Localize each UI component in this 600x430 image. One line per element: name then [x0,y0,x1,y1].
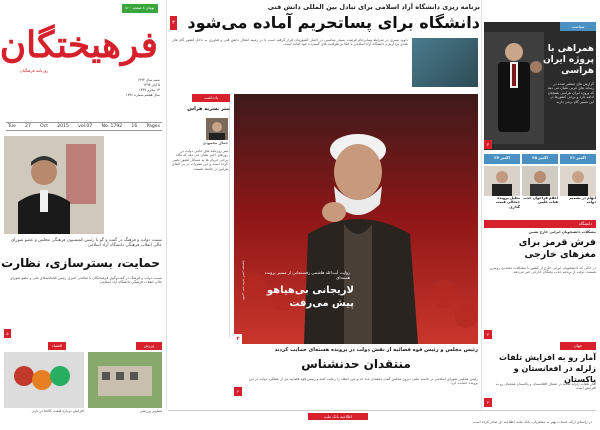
right-mid-story-kicker: مشکلات دانشجویان ایرانی خارج نشین [528,230,596,234]
right-mid-people [484,166,596,218]
left-main-caption: نسبت دولت و فرهنگ در گفت و گو با رئیس کمیسیون فرهنگی مجلس و عضو شورای عالی انقلاب فرهنگی دانشگاه آزاد اسلامی [10,238,162,249]
opinion-author: جمال محمودی [202,141,228,145]
bottom-left-tag-b: ورزش [136,342,162,350]
bottom-strip [168,410,596,428]
building-figure [88,352,162,408]
column-rule [166,0,167,410]
opinion-body: تیتر روزنامه های حامی دولت در روزهای اخیر نشان می دهد که نگاه برخی جریان ها به مسائل کشور تغییر کرده است و این نشریات در پی القای هراس در جامعه هستند. [172,149,228,171]
right-bottom-body: آمار تلفات زلزله شدید در شمال افغانستان و پاکستان همچنان رو به افزایش است [495,382,596,391]
masthead [0,4,163,132]
top-story-page-num: ۳ [170,16,177,30]
right-mid-story-body: در حالی که دانشجویان ایرانی خارج از کشور با مشکلات متعددی روبه‌رو هستند، دولت از برنامه جذب نخبگان خارجی خبر می‌دهد. [490,266,596,275]
top-story-photo [412,38,478,87]
bottom-strip-label: اطلاعیه بانک ملت [308,413,368,420]
masthead-logo: فرهیختگان [0,24,158,66]
left-main-page-num: ۵ [4,329,11,338]
right-feature-body: گزارش های منتشر شده در رسانه های غربی نشان می دهد که پروژه ایران هراسی همچنان ادامه دارد و برخی کشورها در این مسیر گام برمی دارند [547,82,594,104]
right-mid-story-page-num: ۳ [484,330,492,339]
bottom-strip-body: در راستای ارائه خدمات بهتر به مشتریان، بانک ملت اطلاعیه ای صادر کرده است [473,420,592,424]
opinion-author-photo [206,118,228,140]
center-story-headline: منتقدان حدنشناس [301,357,411,371]
person-photo [522,166,558,196]
center-story-kicker: رئیس مجلس و رئیس قوه قضائیه از نقش دولت در پرونده هسته‌ای حمایت کردند [274,347,478,353]
left-main-body: نسبت دولت و فرهنگ در گفت‌وگوی فرهیختگان با صالحی امیری رئیس کتابخانه‌های ملی و عضو شورای عالی انقلاب فرهنگی دانشگاه آزاد اسلامی [9,276,162,285]
person-card [522,166,558,218]
top-story-kicker: برنامه ریزی دانشگاه آزاد اسلامی برای تبادل بین المللی دانش فنی [267,3,480,11]
date-year: 2015 [57,124,69,129]
portrait-man-figure [4,136,104,234]
date-label: ۲۵ اکتبر [522,154,558,164]
date-no: No. 1792 [101,124,123,129]
bottom-left-photo-b [88,352,162,408]
right-bottom-title: آمار رو به افزایش تلفات زلزله در افغانستان و پاکستان [499,353,596,384]
produce-figure [4,352,84,408]
right-mid-story-tag: دانشگاه [484,220,596,228]
opinion-title: تیتر نشریه هراس [187,106,230,112]
date-month: Oct [40,124,49,129]
right-feature-page-num: ۳ [484,140,492,149]
author-avatar [206,118,228,140]
center-story-page-num: ۳ [234,387,242,396]
masthead-subtitle: روزنامه فرهنگیان [19,68,49,73]
issue-line: ۵ آبان ۱۳۹۴ [143,83,160,87]
top-story-headline: دانشگاه برای پساتحریم آماده می‌شود [187,13,480,32]
date-pages: Pages [146,124,160,129]
right-mid-strip [484,154,596,164]
bottom-left-caption-a: افزایش دوباره قیمت کالاها در بازار [31,409,84,413]
date-pages-num: 16 [131,124,138,129]
center-photo-kicker: روایت آیت‌الله هاشمی رفسنجانی از مسیر پرونده هسته‌ای [264,270,350,281]
bottom-left-caption-b: تصاویر ورزشی [139,409,162,413]
person-photo [484,166,520,196]
center-photo-credit: عکس: سید محمد حسن موسوی [242,260,246,301]
top-story-body: داوود تسری در شرایط پسابرجام فرصت بسیار مناسبی در اختیار کشورمان قرار گرفته است تا در زمینه انتقال دانش فنی و فناوری به داخل کشور گام های بلندی برداریم و دانشگاه آزاد اسلامی با اتکا بر ظرفیت های گسترده خود آماده است. [172,38,408,47]
person-photo [560,166,596,196]
left-main-headline: حمایت، بسترسازی، نظارت [1,256,160,270]
center-story-body: رئیس مجلس شورای اسلامی در جلسه علنی دیروز مجلس گفت منتقدان باید حد و مرز انتقاد را رعایت کنند و رئیس قوه قضاییه نیز از عملکرد دولت در این پرونده حمایت کرد. [248,377,478,386]
date-vol: vol.07 [78,124,93,129]
issue-line: سال هشتم شماره ۱۷۹۲ [125,93,160,97]
center-photo-headline: لاریجانی بی‌هیاهو پیش می‌رفت [266,285,354,309]
date-num: 27 [25,124,31,129]
center-photo-page-num: ۲ [234,334,242,344]
opinion-tag: یادداشت [192,94,230,102]
issue-info [122,78,160,108]
date-strip [6,122,162,131]
column-rule [481,0,482,410]
right-mid-story-title: فرش قرمز برای مغزهای خارجی [518,237,596,260]
date-day: Tue [8,124,16,129]
person-caption: تحلیل پرونده جنجالی قیمت گذاری [495,196,520,209]
bottom-left-tag-a: اقتصاد [48,342,66,350]
right-bottom-tag: جهان [560,342,596,350]
left-main-photo [4,136,104,234]
issue-line: شنبه سال ۱۳۹۴ [137,78,160,82]
person-caption: اعلام فراخوان جذب هیات علمی [523,196,558,205]
person-caption: ابهام در تصمیم دولت [569,196,596,205]
right-feature-title: همراهی با پروژه ایران هراسی [542,44,594,76]
person-card [560,166,596,218]
price-badge: ۵۰۰ تومان ۸ صفحه [122,4,158,13]
date-label: ۲۷ اکتبر [484,154,520,164]
issue-line: ۱۴ محرم ۱۴۳۷ [138,88,160,92]
date-label: ۲۱ اکتبر [560,154,596,164]
right-feature-tag: سیاست [560,22,596,31]
person-card [484,166,520,218]
right-bottom-page-num: ۳ [484,398,492,407]
bottom-left-photo-a [4,352,84,408]
